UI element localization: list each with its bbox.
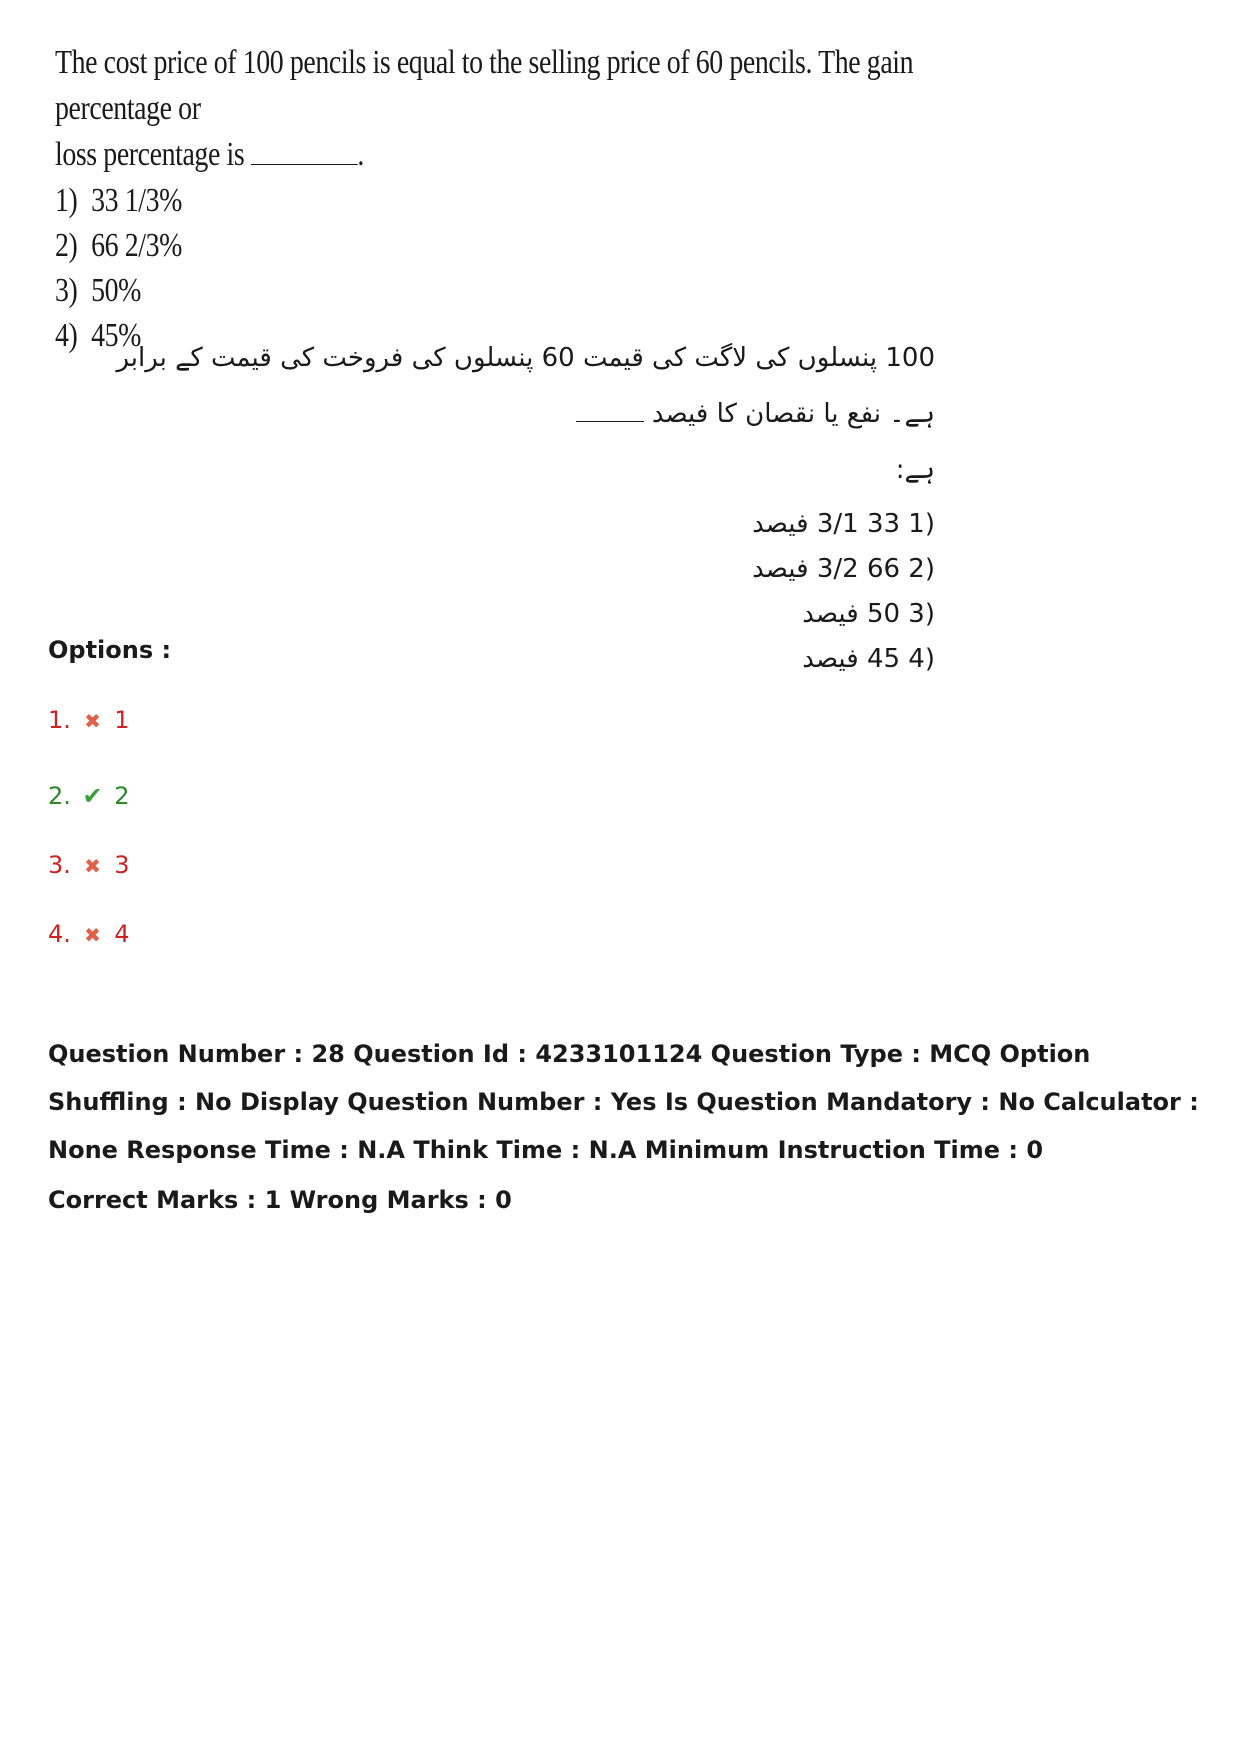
options-heading: Options : xyxy=(48,636,172,664)
option-value: 2 xyxy=(114,782,130,810)
answer-option-2 xyxy=(48,782,129,810)
english-option-text: 50% xyxy=(91,272,141,309)
option-number: 4. xyxy=(48,920,71,948)
question-text-urdu xyxy=(80,330,935,682)
english-option-text: 45% xyxy=(91,317,141,354)
answer-option-4 xyxy=(48,920,129,948)
urdu-option-text: 50 فیصد xyxy=(802,599,901,629)
urdu-answer-blank xyxy=(576,397,644,422)
urdu-option-3 xyxy=(80,592,935,637)
urdu-option-text: 66 3/2 فیصد xyxy=(752,554,901,584)
english-option-text: 66 2/3% xyxy=(91,227,182,264)
urdu-option-text: 33 3/1 فیصد xyxy=(752,509,901,539)
english-option-number: 3) xyxy=(55,272,78,309)
urdu-option-number: (3 xyxy=(908,599,935,629)
question-line-2-text: loss percentage is xyxy=(55,136,245,173)
question-line-2-end: . xyxy=(357,136,364,173)
urdu-option-2 xyxy=(80,547,935,592)
urdu-question-line-2: ہے: xyxy=(895,455,935,485)
question-image xyxy=(55,40,955,358)
answer-option-1 xyxy=(48,706,129,734)
english-option-number: 2) xyxy=(55,227,78,264)
question-metadata: Question Number : 28 Question Id : 4233101124 Question Type : MCQ Option Shuffling : No Display Question Number : Yes Is Question Mandatory : No Calculator : None Response Time : N.A Think Time : N.A Minimum Instruction Time : 0 xyxy=(48,1040,1199,1164)
english-option-text: 33 1/3% xyxy=(91,182,182,219)
urdu-option-number: (2 xyxy=(908,554,935,584)
marks-info: Correct Marks : 1 Wrong Marks : 0 xyxy=(48,1186,512,1214)
urdu-option-text: 45 فیصد xyxy=(802,644,901,674)
urdu-question-text: 100 پنسلوں کی لاگت کی قیمت 60 پنسلوں کی فروخت کی قیمت کے برابر ہے۔ نفع یا نقصان کا فیصد xyxy=(116,343,935,429)
option-number: 2. xyxy=(48,782,71,810)
option-value: 1 xyxy=(114,706,130,734)
question-line-2 xyxy=(55,132,941,178)
answer-blank xyxy=(251,134,358,165)
english-option-1 xyxy=(55,178,793,223)
option-value: 3 xyxy=(114,851,130,879)
cross-icon: ✖ xyxy=(84,709,101,733)
question-line-1: The cost price of 100 pencils is equal to the selling price of 60 pencils. The gain percentage or xyxy=(55,44,914,127)
urdu-question-line-1 xyxy=(80,330,935,442)
english-option-3 xyxy=(55,268,793,313)
english-option-number: 4) xyxy=(55,317,78,354)
option-number: 1. xyxy=(48,706,71,734)
question-text-english xyxy=(55,40,941,178)
urdu-option-1 xyxy=(80,502,935,547)
urdu-option-number: (1 xyxy=(908,509,935,539)
option-value: 4 xyxy=(114,920,130,948)
urdu-options xyxy=(80,502,935,682)
check-icon: ✔ xyxy=(82,782,103,810)
english-option-2 xyxy=(55,223,793,268)
urdu-option-4 xyxy=(80,637,935,682)
english-option-number: 1) xyxy=(55,182,78,219)
urdu-option-number: (4 xyxy=(908,644,935,674)
option-number: 3. xyxy=(48,851,71,879)
cross-icon: ✖ xyxy=(84,854,101,878)
cross-icon: ✖ xyxy=(84,923,101,947)
answer-option-3 xyxy=(48,851,129,879)
